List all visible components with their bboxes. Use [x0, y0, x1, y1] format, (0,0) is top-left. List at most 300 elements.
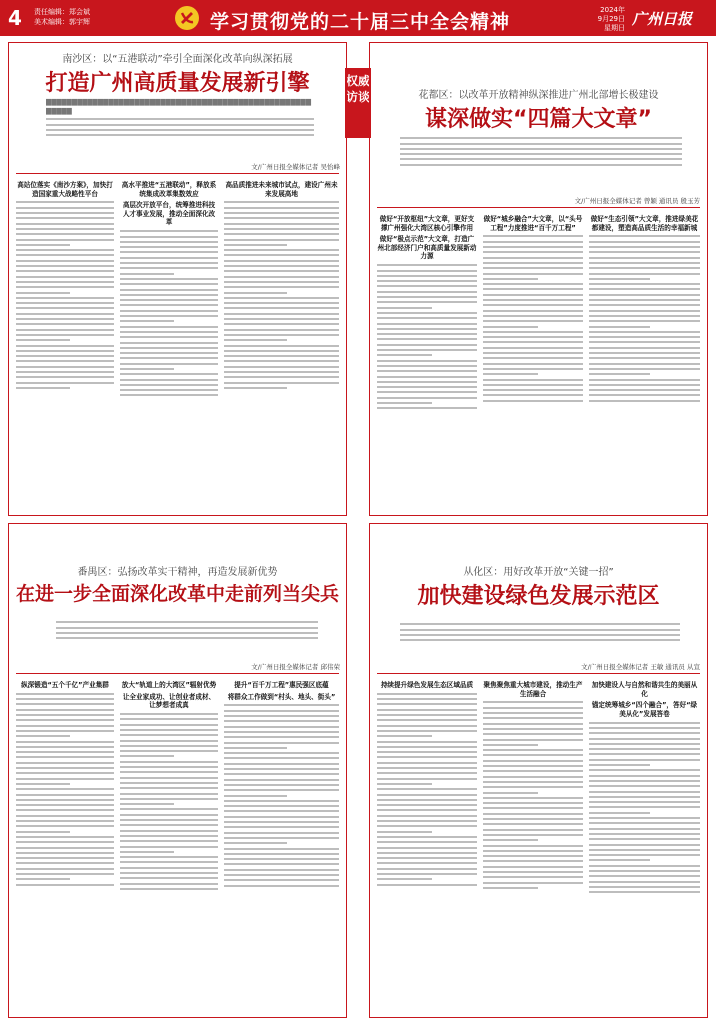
body-text-line [16, 382, 114, 384]
body-text-line [224, 334, 339, 336]
body-text-line [16, 339, 70, 341]
body-text-line [120, 835, 218, 837]
body-text-line [16, 873, 114, 875]
body-text-line [16, 746, 114, 748]
body-text-line [16, 323, 114, 325]
body-text-line [483, 235, 583, 237]
body-text-line [120, 740, 218, 742]
body-text-line [224, 736, 339, 738]
article-column [120, 678, 218, 1014]
body-text-line [377, 756, 477, 758]
body-text-line [377, 815, 477, 817]
body-text-line [46, 134, 314, 136]
body-text-line [589, 352, 700, 354]
body-text-line [120, 713, 218, 715]
body-text-line [483, 331, 583, 333]
body-text-line [483, 882, 583, 884]
body-text-line [483, 866, 583, 868]
body-text-line [589, 780, 700, 782]
body-text-line [16, 857, 114, 859]
body-text-line [483, 384, 583, 386]
body-text-line [589, 278, 650, 280]
article-subhead: 加快建设人与自然和谐共生的美丽从化 [591, 681, 698, 698]
body-text-line [377, 703, 477, 705]
body-text-line [56, 627, 318, 629]
body-text-line [589, 743, 700, 745]
article-subhead: 高品质推进未来城市试点，建设广州未来发展高地 [225, 181, 338, 198]
body-text-line [483, 739, 583, 741]
body-text-line [224, 228, 339, 230]
body-text-line [16, 212, 114, 214]
body-text-line [120, 734, 218, 736]
body-text-line [16, 201, 114, 203]
article-byline: 文/广州日报全媒体记者 邱伟荣 [251, 663, 340, 671]
body-text-line [483, 807, 583, 809]
article-column [377, 678, 477, 1014]
body-text-line [377, 328, 477, 330]
body-text-line [224, 360, 339, 362]
divider [377, 673, 700, 674]
article-subhead: 纵深锻造“五个千亿”产业集群 [21, 681, 109, 689]
body-text-line [224, 239, 339, 241]
body-text-line [377, 831, 432, 833]
body-text-line [16, 825, 114, 827]
body-text-line [224, 281, 339, 283]
body-text-line [377, 391, 477, 393]
body-text-line [224, 270, 339, 272]
body-text-line [483, 304, 583, 306]
body-text-line [120, 379, 218, 381]
body-text-line [16, 329, 114, 331]
body-text-line [120, 289, 218, 291]
newspaper-masthead: 广州日报 [632, 10, 693, 28]
body-text-line [377, 741, 477, 743]
body-text-line [16, 735, 70, 737]
article-subhead: 锚定统筹城乡“四个融合”，答好“绿美从化”发展答卷 [591, 701, 698, 718]
body-text-line [16, 387, 70, 389]
body-text-line [224, 704, 339, 706]
body-text-line [377, 820, 477, 822]
body-text-line [589, 363, 700, 365]
body-text-line [16, 868, 114, 870]
body-text-line [483, 871, 583, 873]
body-text-line [224, 260, 339, 262]
article-intro [400, 620, 680, 656]
body-text-line [120, 389, 218, 391]
body-text-line [120, 373, 218, 375]
designer-line: 美术编辑：郭宇辉 [34, 18, 90, 26]
body-text-line [483, 368, 583, 370]
body-text-line [16, 709, 114, 711]
body-text-line [377, 746, 477, 748]
body-text-line [16, 788, 114, 790]
party-emblem-icon [174, 5, 200, 31]
body-text-line [224, 307, 339, 309]
body-text-line [589, 315, 700, 317]
body-text-line [120, 310, 218, 312]
body-text-line [224, 313, 339, 315]
body-text-line [589, 400, 700, 402]
body-text-line [400, 164, 682, 166]
body-text-line [224, 244, 287, 246]
body-text-line [224, 297, 339, 299]
body-text-line [120, 278, 218, 280]
body-text-line [16, 693, 114, 695]
body-text-line [224, 345, 339, 347]
body-text-line [224, 318, 339, 320]
body-text-line [120, 777, 218, 779]
body-text-line [377, 857, 477, 859]
body-text-line [589, 273, 700, 275]
body-text-line [224, 376, 339, 378]
divider [377, 207, 700, 208]
body-text-line [589, 394, 700, 396]
body-text-line [377, 762, 477, 764]
article-subhead: 高站位落实《南沙方案》，加快打造国家重大战略性平台 [17, 181, 113, 198]
article-column [589, 678, 700, 1014]
issue-date [573, 6, 625, 33]
article-subhead: 高水平推进“五港联动”，释放系统集成改革集数效应 [121, 181, 217, 198]
body-text-line [224, 254, 339, 256]
body-text-line [483, 744, 538, 746]
article-kicker: 南沙区：以“五港联动”牵引全面深化改革向纵深拓展 [62, 54, 293, 65]
article-subhead: 让全业家成功、让创业者成材、让梦想者成真 [122, 692, 216, 710]
body-text-line [483, 728, 583, 730]
body-text-line [400, 153, 682, 155]
body-text-line [224, 355, 339, 357]
body-text-line [483, 400, 583, 402]
body-text-line [224, 816, 339, 818]
body-text-line [120, 299, 218, 301]
body-text-line [224, 773, 339, 775]
body-text-line [16, 217, 114, 219]
body-text-line [16, 799, 114, 801]
body-text-line [400, 623, 680, 625]
body-text-line [120, 819, 218, 821]
body-text-line [377, 841, 477, 843]
body-text-line [483, 257, 583, 259]
body-text-line [483, 326, 538, 328]
body-text-line [483, 860, 583, 862]
body-text-line [483, 717, 583, 719]
body-text-line [120, 750, 218, 752]
body-text-line [120, 241, 218, 243]
body-text-line [120, 793, 218, 795]
body-text-line [589, 764, 650, 766]
body-text-line [377, 862, 477, 864]
body-text-line [400, 629, 680, 631]
article-subhead: 放大“轨道上的大湾区”辐射优势 [121, 681, 217, 689]
body-text-line [120, 824, 218, 826]
body-text-line [16, 297, 114, 299]
body-text-line [16, 831, 70, 833]
body-text-line [483, 786, 583, 788]
body-text-line [224, 292, 287, 294]
divider [16, 673, 339, 674]
body-text-line [224, 879, 339, 881]
body-text-line [120, 315, 218, 317]
body-text-line [120, 347, 218, 349]
body-text-line [377, 291, 477, 293]
body-text-line [589, 817, 700, 819]
body-text-line [120, 787, 218, 789]
body-text-line [16, 751, 114, 753]
article-byline: 文/广州日报全媒体记者 王敏 通讯员 从宣 [581, 663, 700, 671]
body-text-line [16, 239, 114, 241]
body-text-line [483, 310, 583, 312]
article-subhead: 高层次开放平台，统筹推进科技人才事业发展，推动全面深化改革 [122, 201, 216, 227]
body-text-line [120, 771, 218, 773]
body-text-line [483, 357, 583, 359]
body-text-line [16, 345, 114, 347]
body-text-line [377, 825, 477, 827]
body-text-line [589, 288, 700, 290]
date-day: 9月29日 [597, 15, 625, 23]
date-year: 2024年 [600, 6, 625, 14]
body-text-line [224, 201, 339, 203]
article-subhead: 做好“极点示范”大文章，打造广州北部经济门户和高质量发展新动力源 [377, 235, 477, 261]
body-text-line [120, 320, 174, 322]
body-text-line [224, 842, 287, 844]
body-text-line [483, 839, 538, 841]
body-text-line [16, 815, 114, 817]
body-text-line [16, 302, 114, 304]
body-text-line [120, 230, 218, 232]
section-title: 学习贯彻党的二十届三中全会精神 [210, 11, 511, 33]
article-subhead: 聚焦聚焦重大城市建设，推动生产生活融合 [483, 681, 583, 698]
body-text-line [16, 260, 114, 262]
body-text-line [483, 701, 583, 703]
body-text-line [589, 854, 700, 856]
body-text-line [483, 373, 538, 375]
editor-credits [34, 7, 90, 27]
body-text-line [377, 719, 477, 721]
body-text-line [16, 794, 114, 796]
body-text-line [377, 354, 432, 356]
body-text-line [224, 848, 339, 850]
body-text-line [589, 326, 650, 328]
body-text-line [224, 233, 339, 235]
body-text-line [120, 782, 218, 784]
body-text-line [589, 822, 700, 824]
body-text-line [224, 382, 339, 384]
body-text-line [16, 228, 114, 230]
body-text-line [224, 874, 339, 876]
body-text-line [224, 726, 339, 728]
body-text-line [377, 804, 477, 806]
body-text-line [16, 783, 70, 785]
body-text-line [483, 733, 583, 735]
body-text-line [16, 719, 114, 721]
body-text-line [16, 725, 114, 727]
body-text-line [16, 350, 114, 352]
body-text-line [483, 802, 583, 804]
body-text-line [483, 347, 583, 349]
body-text-line [589, 299, 700, 301]
body-text-line [16, 371, 114, 373]
body-text-line [224, 710, 339, 712]
body-text-line [16, 841, 114, 843]
body-text-line [120, 867, 218, 869]
body-text-line [377, 873, 477, 875]
body-text-line [589, 801, 700, 803]
body-text-line [120, 718, 218, 720]
article-column [483, 678, 583, 1014]
body-text-line [16, 804, 114, 806]
body-text-line [120, 877, 218, 879]
body-text-line [377, 270, 477, 272]
body-text-line [120, 755, 174, 757]
body-text-line [120, 352, 218, 354]
body-text-line [377, 285, 477, 287]
body-text-line [120, 336, 218, 338]
body-text-line [377, 349, 477, 351]
body-text-line [120, 766, 218, 768]
body-text-line [377, 714, 477, 716]
body-text-line [483, 712, 583, 714]
body-text-line [120, 846, 218, 848]
body-text-line [483, 363, 583, 365]
body-text-line [16, 281, 114, 283]
body-text-line [589, 775, 700, 777]
body-text-line [16, 730, 114, 732]
body-text-line [224, 249, 339, 251]
body-text-line [224, 832, 339, 834]
body-text-line [483, 749, 583, 751]
body-text-line [224, 223, 339, 225]
body-text-line [377, 407, 477, 409]
body-text-line [377, 370, 477, 372]
body-text-line [483, 352, 583, 354]
body-text-line [224, 339, 287, 341]
body-text-line [483, 336, 583, 338]
body-text-line [377, 852, 477, 854]
body-text-line [589, 283, 700, 285]
body-text-line [377, 884, 477, 886]
body-text-line [224, 826, 339, 828]
body-text-line [120, 384, 218, 386]
body-text-line [589, 357, 700, 359]
body-text-line [46, 129, 314, 131]
body-text-line [224, 207, 339, 209]
body-text-line [589, 246, 700, 248]
article-intro: ▇▇▇▇▇▇▇▇▇▇▇▇▇▇▇▇▇▇▇▇▇▇▇▇▇▇▇▇▇▇▇▇▇▇▇▇▇▇▇▇▇▇▇▇▇▇▇▇▇▇▇▇▇▇▇▇ [46, 98, 314, 156]
body-text-line [483, 818, 583, 820]
body-text-line [589, 859, 650, 861]
body-text-line [16, 772, 114, 774]
body-text-line [224, 810, 339, 812]
body-text-line [16, 334, 114, 336]
body-text-line [589, 870, 700, 872]
body-text-line [589, 806, 700, 808]
body-text-line [483, 283, 583, 285]
body-text-line [224, 779, 339, 781]
body-text-line [483, 823, 583, 825]
body-text-line [16, 762, 114, 764]
body-text-line [483, 389, 583, 391]
body-text-line [483, 887, 538, 889]
body-text-line [224, 265, 339, 267]
body-text-line [120, 729, 218, 731]
body-text-line [120, 267, 218, 269]
body-text-line [224, 371, 339, 373]
body-text-line [377, 301, 477, 303]
body-text-line [224, 329, 339, 331]
body-text-line [120, 814, 218, 816]
body-text-line [377, 847, 477, 849]
article-kicker: 花都区：以改革开放精神纵深推进广州北部增长极建设 [418, 90, 659, 101]
body-text-line [483, 876, 583, 878]
body-text-line [589, 849, 700, 851]
body-text-line [377, 275, 477, 277]
body-text-line [589, 331, 700, 333]
body-text-line [56, 621, 318, 623]
article-subhead: 做好“开放枢纽”大文章，更好支撑广州强化大湾区核心引擎作用 [379, 215, 475, 232]
body-text-line [483, 294, 583, 296]
body-text-line [589, 267, 700, 269]
body-text-line [377, 333, 477, 335]
article-column [16, 178, 114, 512]
body-text-line [224, 720, 339, 722]
body-text-line [16, 836, 114, 838]
body-text-line [16, 265, 114, 267]
body-text-line [589, 389, 700, 391]
body-text-line [589, 759, 700, 761]
body-text-line [224, 768, 339, 770]
body-text-line [224, 869, 339, 871]
body-text-line [589, 753, 700, 755]
body-text-line [589, 320, 700, 322]
body-text-line [483, 765, 583, 767]
date-weekday: 星期日 [604, 24, 625, 32]
body-text-line [483, 320, 583, 322]
article-subhead: 将群众工作做到“村头、地头、街头” [227, 692, 336, 701]
body-text-line [377, 799, 477, 801]
body-text-line [377, 360, 477, 362]
body-text-line [377, 836, 477, 838]
body-text-line [377, 730, 477, 732]
body-text-line [16, 244, 70, 246]
body-text-line [589, 347, 700, 349]
body-text-line [120, 363, 218, 365]
body-text-line [483, 707, 583, 709]
body-text-line [120, 803, 174, 805]
body-text-line [120, 294, 218, 296]
body-text-line [120, 830, 218, 832]
body-text-line [224, 276, 339, 278]
body-text-line [224, 837, 339, 839]
body-text-line [120, 262, 218, 264]
body-text-line [120, 761, 218, 763]
body-text-line [589, 251, 700, 253]
body-text-line [377, 264, 477, 266]
body-text-line [224, 387, 287, 389]
article-byline: 文/广州日报全媒体记者 曾颖 通讯员 殷玉芳 [574, 197, 700, 205]
body-text-line [589, 368, 700, 370]
body-text-line [483, 341, 583, 343]
body-text-line [224, 789, 339, 791]
body-text-line [589, 373, 650, 375]
body-text-line [400, 148, 682, 150]
body-text-line [120, 856, 218, 858]
body-text-line [589, 379, 700, 381]
body-text-line [589, 732, 700, 734]
article-column [120, 178, 218, 512]
body-text-line [483, 770, 583, 772]
body-text-line [16, 286, 114, 288]
body-text-line [377, 344, 477, 346]
body-text-line [589, 828, 700, 830]
